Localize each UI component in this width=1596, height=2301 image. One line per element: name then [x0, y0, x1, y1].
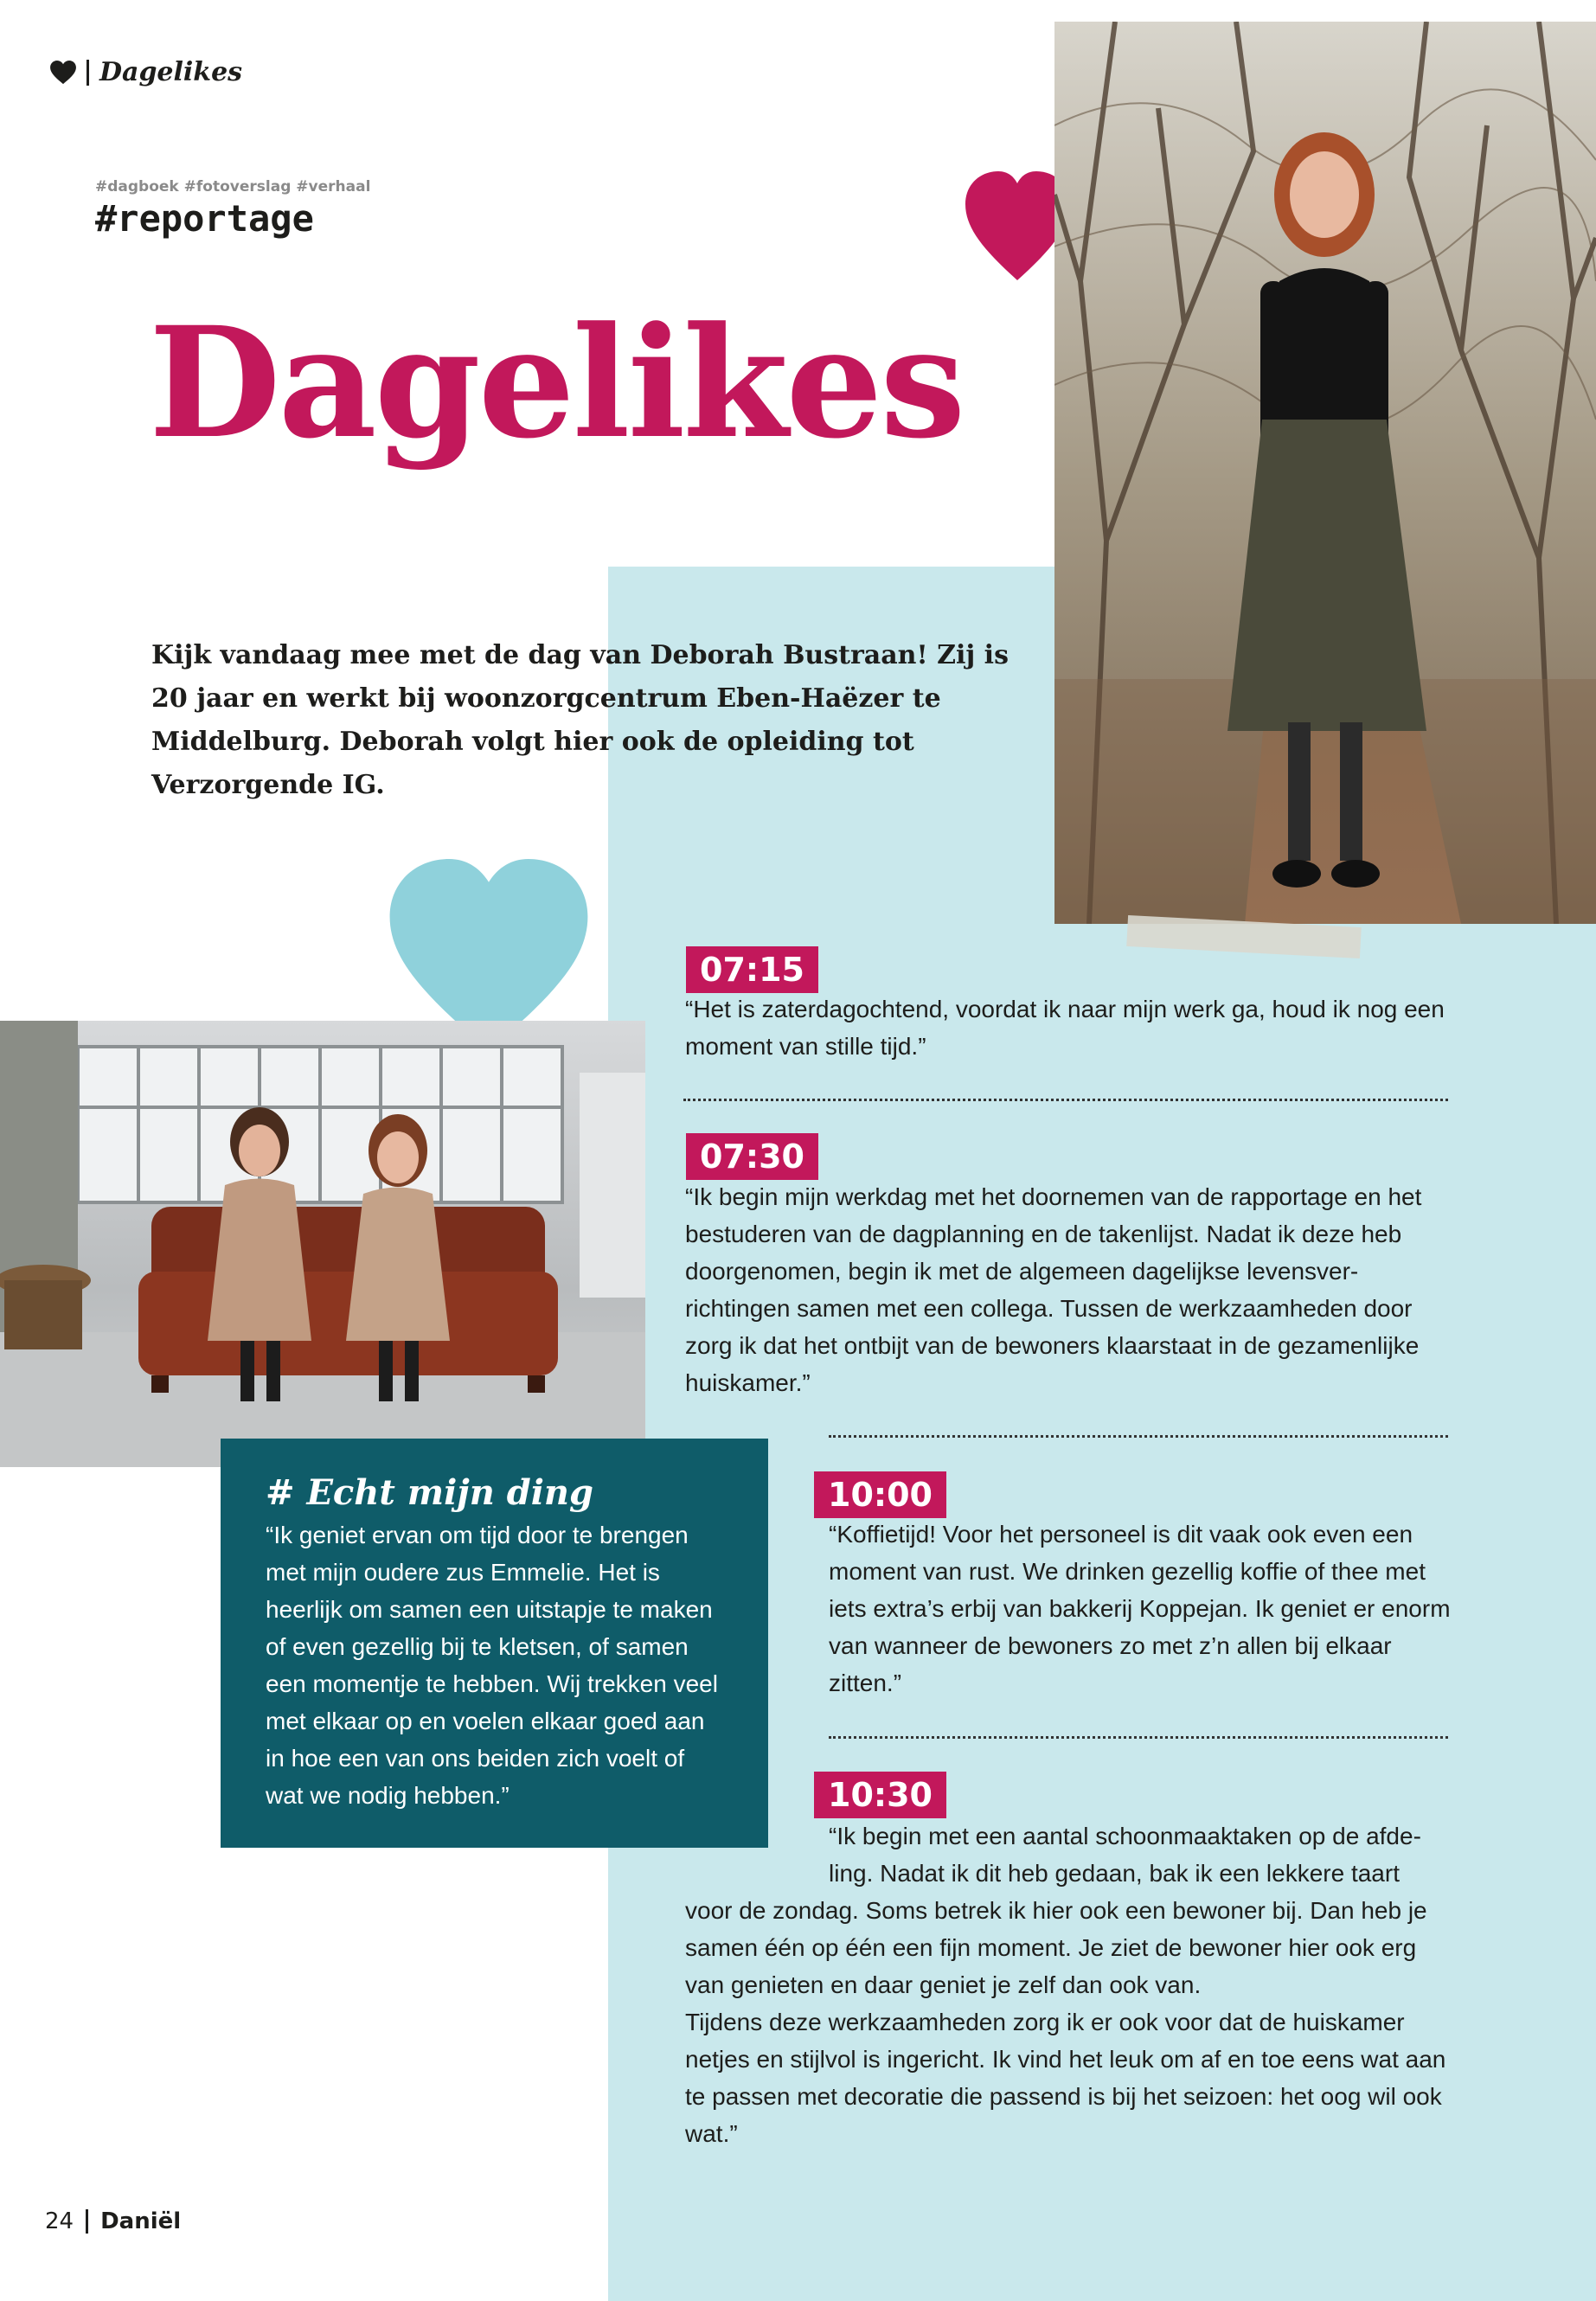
entry-text-part: “Ik begin met een aantal schoonmaaktaken op de afdeling. Nadat ik dit heb gedaan, bak ik een lekkere taart voor de zondag. Soms betrek ik hier ook een bewoner bij. Dan heb je samen één op één een fijn moment. Je ziet de bewoner hier ook erg van genieten en daar geniet je zelf dan ook van. [685, 1823, 1427, 1998]
pink-heart-icon [965, 171, 1061, 282]
sisters-photo [0, 1021, 645, 1467]
page-title: Dagelikes [149, 293, 964, 472]
entry-text: “Het is zaterdagochtend, voordat ik naar mijn werk ga, houd ik nog een moment van stille tijd.” [685, 996, 1445, 1060]
time-badge: 07:30 [686, 1133, 818, 1180]
time-badge: 10:00 [814, 1471, 946, 1518]
time-badge: 07:15 [686, 946, 818, 993]
page-number: 24 [45, 2208, 74, 2234]
section-header [50, 57, 242, 87]
page-footer [45, 2208, 181, 2234]
heart-icon [50, 61, 76, 85]
dotted-divider [829, 1435, 1448, 1438]
category-label: #reportage [95, 197, 314, 240]
entry-text [685, 1817, 1446, 2152]
footer-divider [86, 2209, 88, 2234]
dotted-divider [683, 1099, 1448, 1101]
header-divider [87, 60, 89, 86]
entry-text: “Koffietijd! Voor het personeel is dit vaak ook even een moment van rust. We drinken gezellig koffie of thee met iets extra’s erbij van bakkerij Koppejan. Ik geniet er enorm van wanneer de bewoners zo met z’n allen bij elkaar zitten.” [829, 1521, 1451, 1696]
magazine-name: Daniël [100, 2208, 182, 2234]
box-heading: # Echt mijn ding [266, 1472, 593, 1513]
hashtags: #dagboek #fotoverslag #verhaal [95, 178, 371, 195]
entry-text: “Ik begin mijn werkdag met het doornemen van de rapportage en het bestuderen van de dagplanning en de takenlijst. Nadat ik deze heb doorgenomen, begin ik met de algemeen dagelijkse levensverrichtingen samen met een collega. Tussen de werkzaamheden door zorg ik dat het ontbijt van de bewoners klaarstaat in de gezamenlijke huiskamer.” [685, 1183, 1422, 1396]
highlight-box [221, 1439, 768, 1848]
portrait-photo [1054, 22, 1596, 924]
dotted-divider [829, 1736, 1448, 1739]
section-title: Dagelikes [99, 57, 243, 87]
box-text: “Ik geniet ervan om tijd door te brengen met mijn oudere zus Emmelie. Het is heerlijk om samen een uitstapje te maken of even gezellig bij te kletsen, of samen een momentje te hebben. Wij trekken veel met elkaar op en voelen elkaar goed aan in hoe een van ons beiden zich voelt of wat we nodig hebben.” [266, 1522, 718, 1809]
entry-text-part: Tijdens deze werkzaamheden zorg ik er ook voor dat de huiskamer netjes en stijlvol is ingericht. Ik vind het leuk om af en toe eens wat aan te passen met decoratie die passend is bij het seizoen: het oog wil ook wat.” [685, 2009, 1446, 2147]
intro-text: Kijk vandaag mee met de dag van Deborah Bustraan! Zij is 20 jaar en werkt bij woonzorgcentrum Eben-Haëzer te Middelburg. Deborah volgt hier ook de opleiding tot Verzorgende IG. [151, 640, 1009, 800]
time-badge: 10:30 [814, 1772, 946, 1818]
